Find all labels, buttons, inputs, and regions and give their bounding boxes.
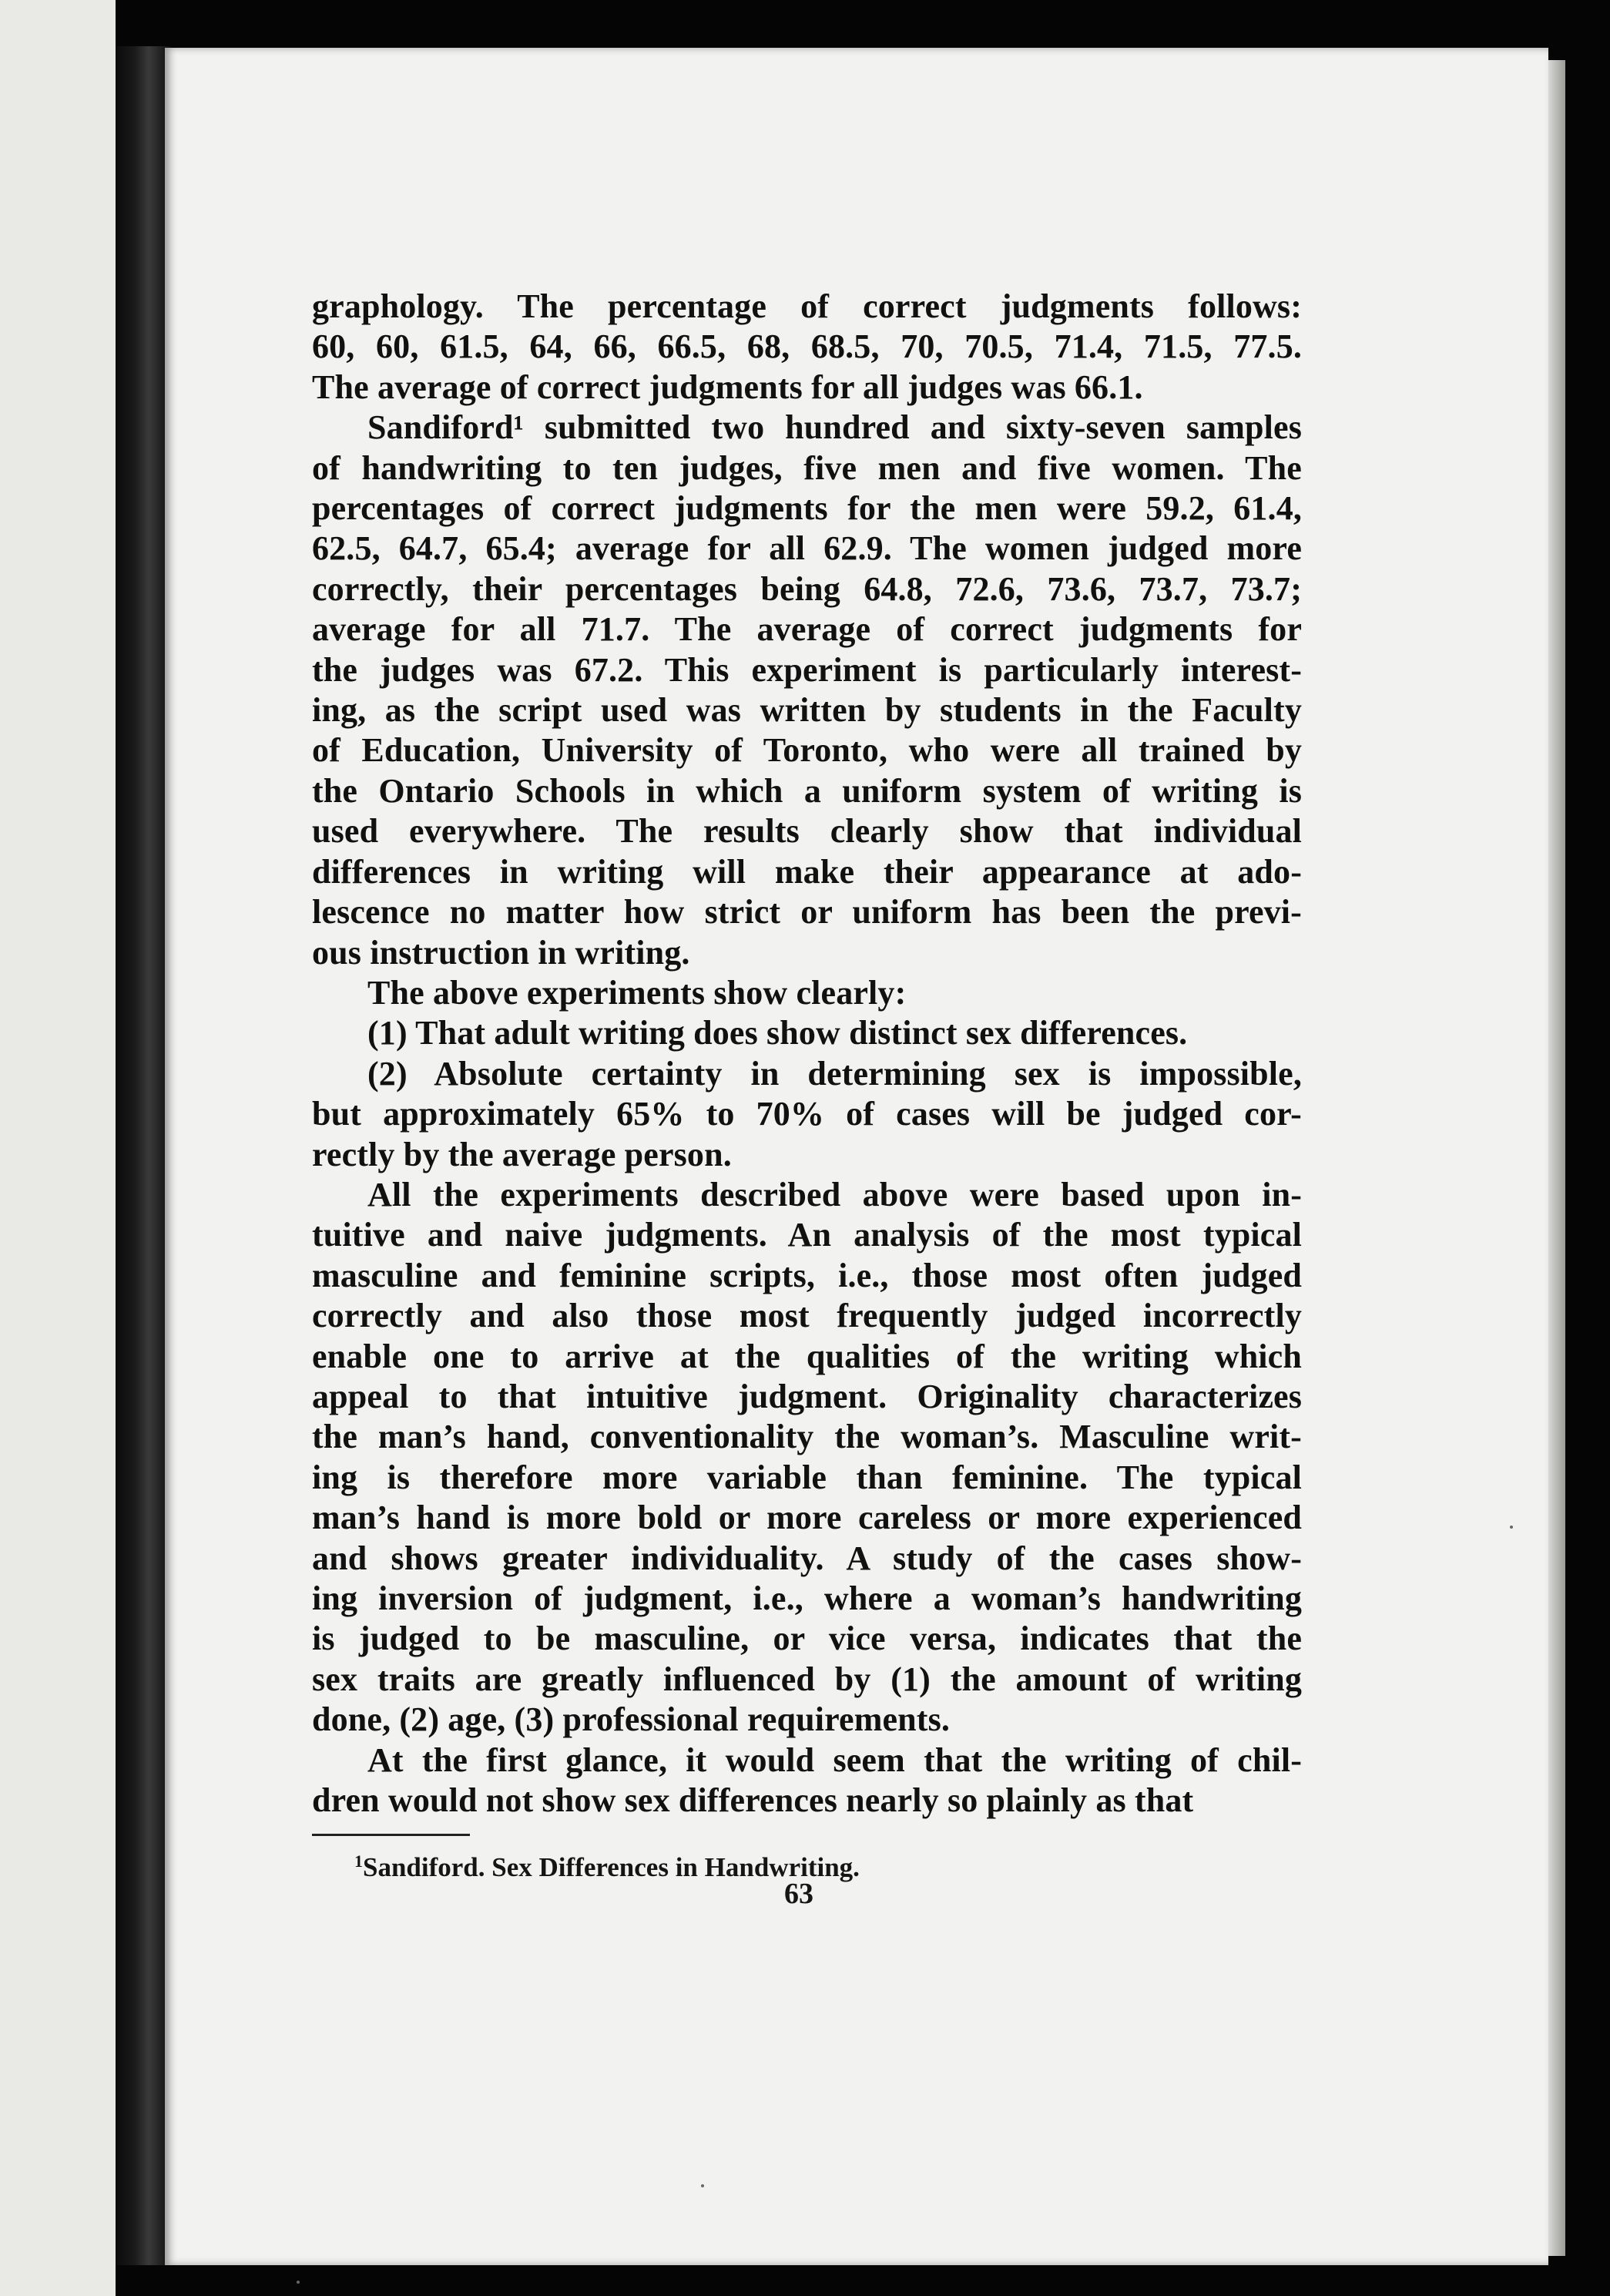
text-line: rectly by the average person.: [312, 1135, 732, 1173]
text-line: average for all 71.7. The average of correct judgments for: [312, 610, 1302, 649]
text-line: Sandiford¹ submitted two hundred and sixty-seven samples: [367, 408, 1302, 447]
paragraph: [312, 1740, 1302, 1821]
text-line: ing, as the script used was written by students in the Faculty: [312, 691, 1302, 730]
text-line: ing inversion of judgment, i.e., where a woman’s handwriting: [312, 1579, 1302, 1617]
text-line: 60, 60, 61.5, 64, 66, 66.5, 68, 68.5, 70, 70.5, 71.4, 71.5, 77.5.: [312, 327, 1302, 366]
scan-speck: [701, 2184, 704, 2187]
text-line: correctly and also those most frequently judged incorrectly: [312, 1297, 1302, 1335]
scan-speck: [297, 2281, 300, 2284]
text-line: used everywhere. The results clearly show that individual: [312, 812, 1302, 851]
text-line: The above experiments show clearly:: [367, 973, 907, 1012]
text-line: and shows greater individuality. A study of the cases show-: [312, 1539, 1302, 1577]
text-line: of Education, University of Toronto, who were all trained by: [312, 731, 1302, 770]
text-line: is judged to be masculine, or vice versa, indicates that the: [312, 1620, 1302, 1658]
footnote-marker: 1: [354, 1851, 363, 1871]
paragraph: [312, 287, 1302, 408]
text-line: (1) That adult writing does show distinct sex differences.: [367, 1014, 1188, 1052]
text-line: done, (2) age, (3) professional requirements.: [312, 1700, 951, 1739]
text-line: At the first glance, it would seem that the writing of chil-: [367, 1740, 1302, 1779]
text-line: percentages of correct judgments for the men were 59.2, 61.4,: [312, 489, 1302, 528]
book-gutter: [116, 46, 171, 2265]
text-line: sex traits are greatly influenced by (1) the amount of writing: [312, 1660, 1302, 1698]
footnote-text: Sandiford. Sex Differences in Handwriting.: [363, 1852, 860, 1882]
paragraph: [312, 1013, 1302, 1053]
text-line: correctly, their percentages being 64.8, 72.6, 73.6, 73.7, 73.7;: [312, 569, 1302, 608]
text-line: masculine and feminine scripts, i.e., those most often judged: [312, 1256, 1302, 1294]
body-text: [312, 287, 1302, 1821]
text-line: graphology. The percentage of correct judgments follows:: [312, 287, 1302, 325]
text-line: The average of correct judgments for all judges was 66.1.: [312, 368, 1143, 406]
scan-speck: [1510, 1526, 1513, 1529]
text-line: tuitive and naive judgments. An analysis of the most typical: [312, 1216, 1302, 1254]
text-line: (2) Absolute certainty in determining sex is impossible,: [367, 1054, 1302, 1093]
paragraph: [312, 1175, 1302, 1740]
text-line: the Ontario Schools in which a uniform system of writing is: [312, 771, 1302, 810]
text-line: appeal to that intuitive judgment. Originality characterizes: [312, 1377, 1302, 1415]
paragraph: [312, 1054, 1302, 1175]
footnote-rule: [312, 1834, 470, 1836]
page-edge-shadow: [1548, 60, 1565, 2256]
facing-page-edge: [0, 0, 116, 2296]
text-line: of handwriting to ten judges, five men and five women. The: [312, 448, 1302, 487]
text-line: ous instruction in writing.: [312, 933, 690, 972]
paragraph: [312, 408, 1302, 973]
text-line: but approximately 65% to 70% of cases will be judged cor-: [312, 1095, 1302, 1133]
text-line: All the experiments described above were based upon in-: [367, 1175, 1302, 1213]
page-number: 63: [784, 1878, 813, 1910]
paragraph: [312, 973, 1302, 1013]
text-line: dren would not show sex differences nearly so plainly as that: [312, 1781, 1194, 1820]
text-line: differences in writing will make their appearance at ado-: [312, 852, 1302, 891]
text-line: 62.5, 64.7, 65.4; average for all 62.9. The women judged more: [312, 529, 1302, 568]
text-line: lescence no matter how strict or uniform has been the previ-: [312, 893, 1302, 931]
text-line: the judges was 67.2. This experiment is particularly interest-: [312, 650, 1302, 689]
text-line: ing is therefore more variable than feminine. The typical: [312, 1458, 1302, 1496]
text-line: the man’s hand, conventionality the woman’s. Masculine writ-: [312, 1418, 1302, 1456]
text-line: enable one to arrive at the qualities of the writing which: [312, 1337, 1302, 1375]
text-line: man’s hand is more bold or more careless or more experienced: [312, 1499, 1302, 1537]
